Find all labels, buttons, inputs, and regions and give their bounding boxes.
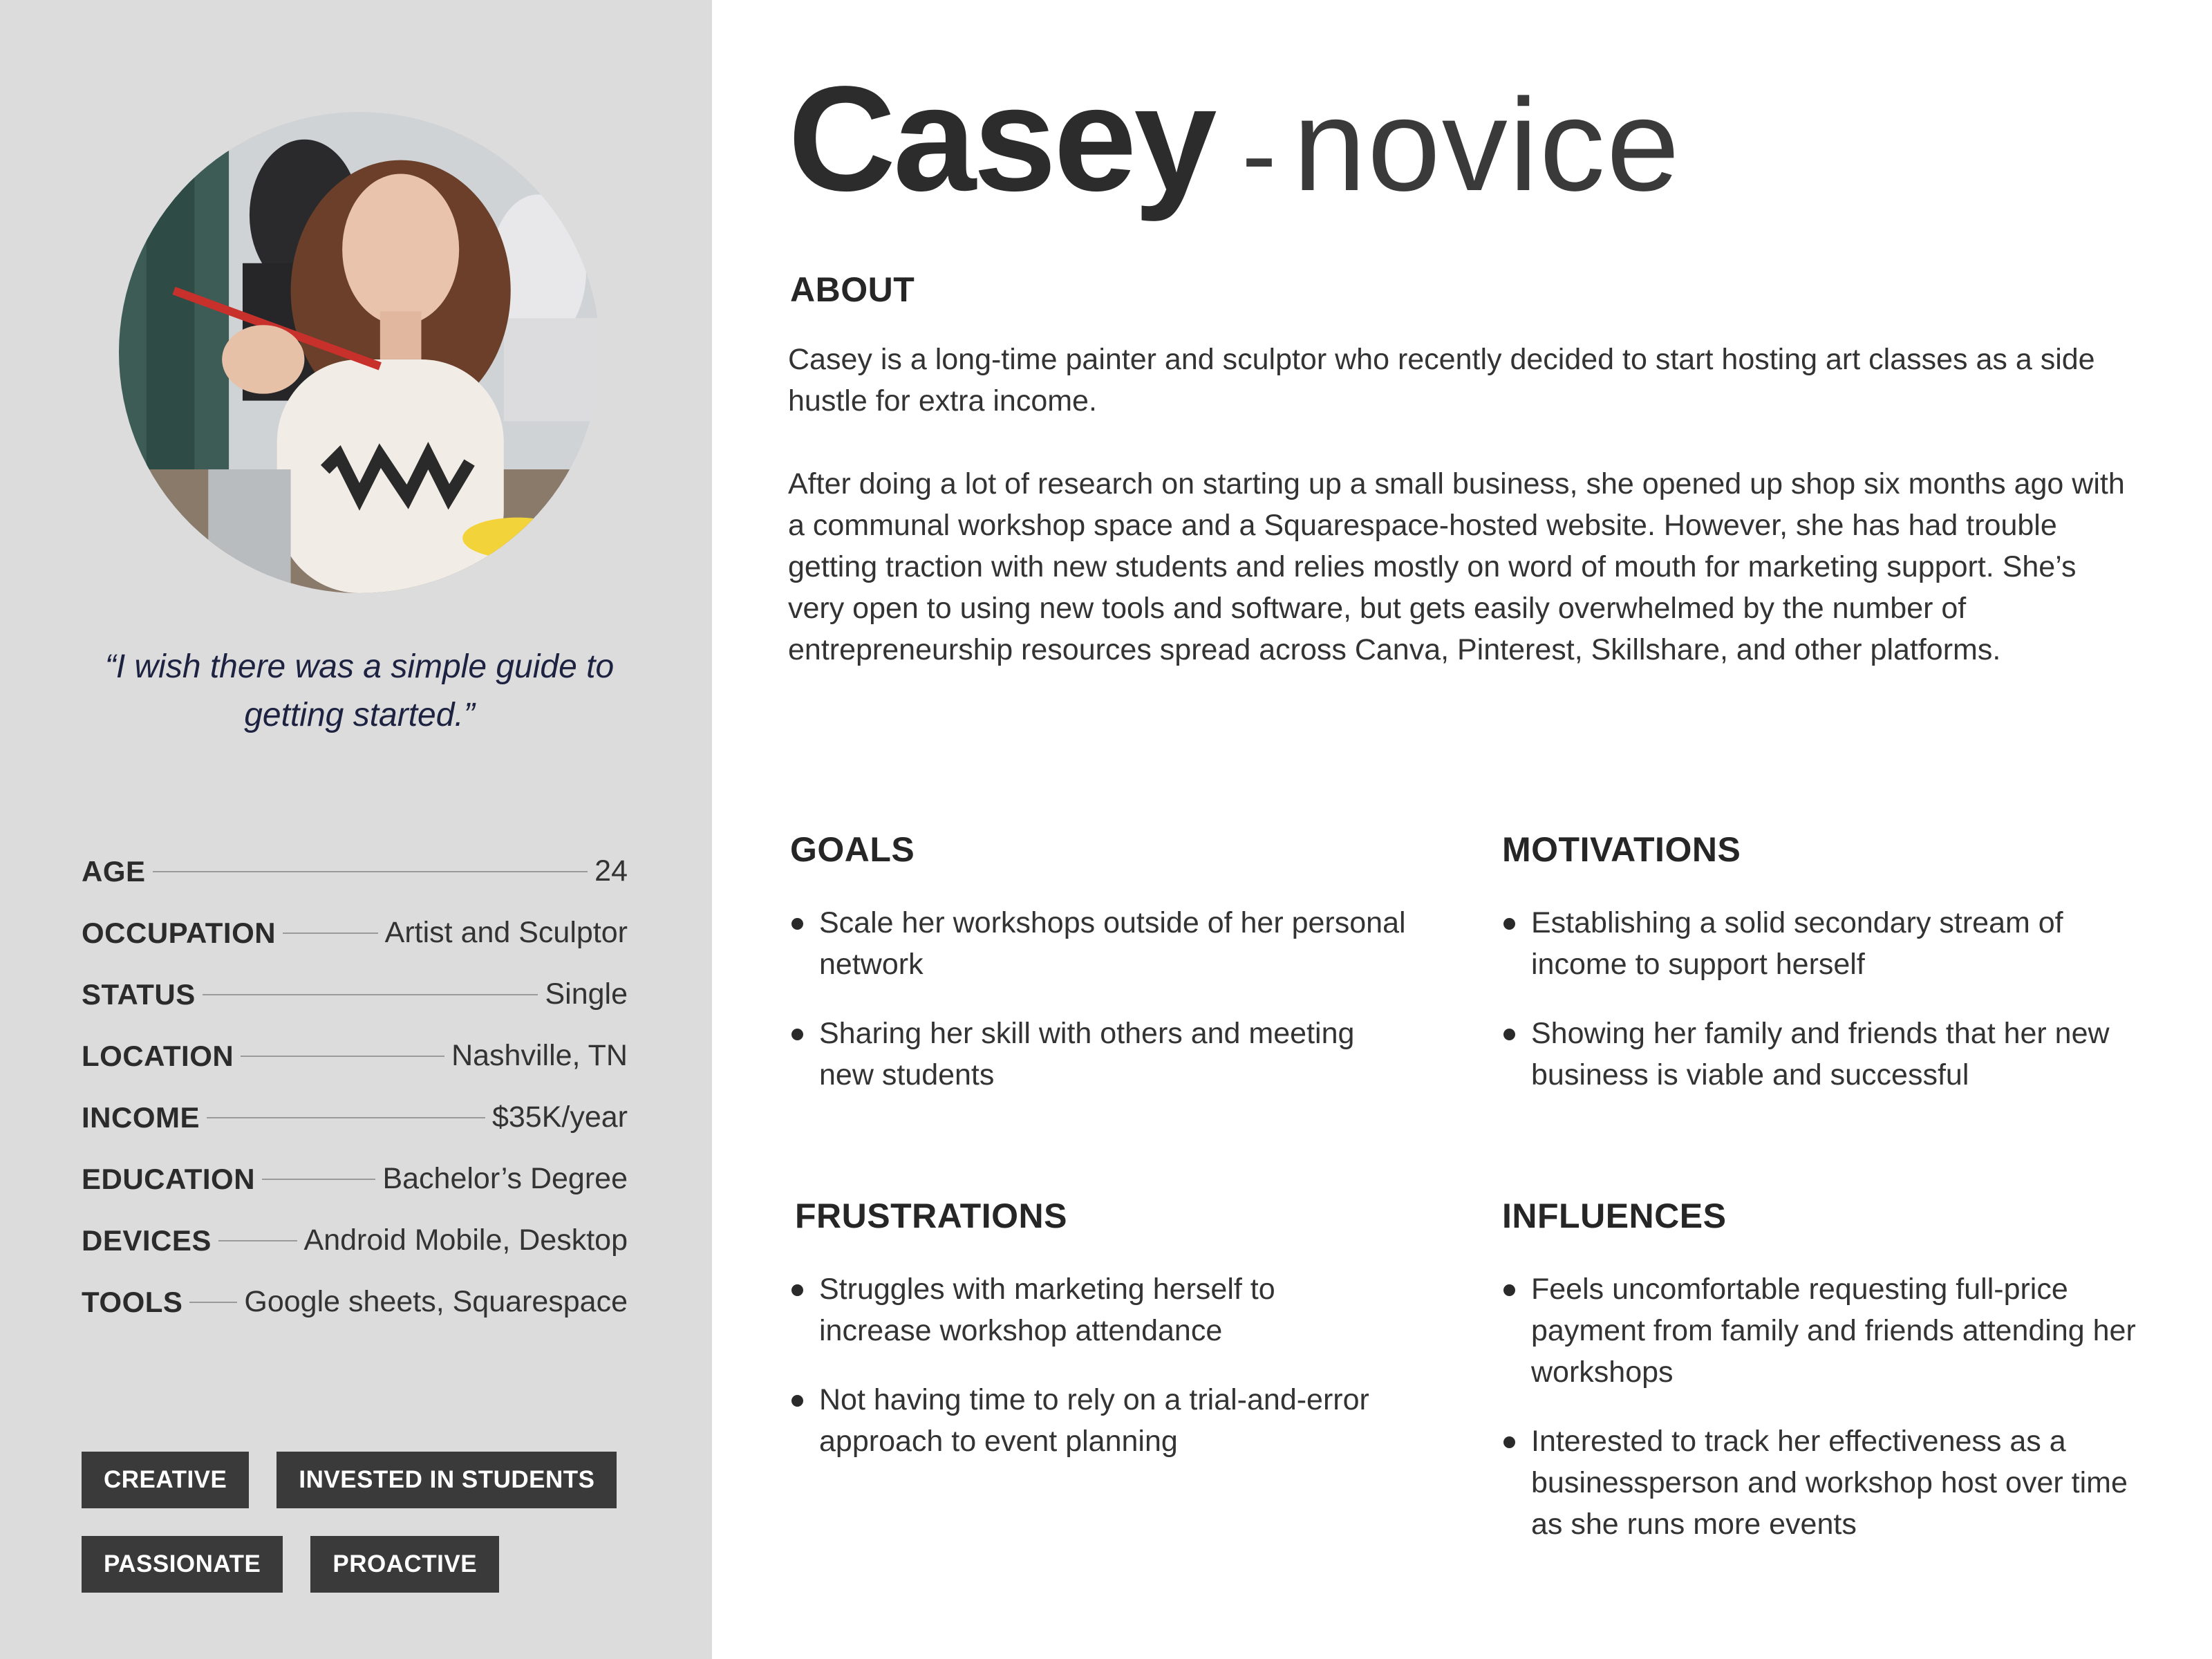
persona-title [788, 55, 1681, 222]
frustration-text: Struggles with marketing herself to increase workshop attendance [819, 1273, 1275, 1347]
influences-list [1502, 1268, 2138, 1573]
fact-label: DEVICES [82, 1224, 212, 1257]
about-paragraph: After doing a lot of research on starting up a small business, she opened up shop six months ago with a communal workshop space and a Squarespace-hosted website. However, she has had trouble getting traction with new students and relies mostly on word of mouth for marketing support. She’s very open to using new tools and software, but gets easily overwhelmed by the number of entrepreneurship resources spread across Canva, Pinterest, Skillshare, and other platforms. [788, 467, 2125, 666]
fact-row-status [82, 964, 628, 1025]
bullet-icon [791, 1029, 803, 1040]
frustrations-list [790, 1268, 1391, 1490]
bullet-icon [1503, 1029, 1515, 1040]
bullet-icon [1503, 918, 1515, 930]
bullet-icon [1503, 1436, 1515, 1448]
demographics-list [82, 841, 628, 1333]
fact-value: Artist and Sculptor [384, 916, 628, 949]
influence-text: Interested to track her effectiveness as a businessperson and workshop host over time as she runs more events [1531, 1425, 2128, 1541]
frustrations-heading: FRUSTRATIONS [795, 1197, 1067, 1235]
fact-label: OCCUPATION [82, 916, 276, 949]
persona-name: Casey [788, 55, 1215, 222]
fact-label: INCOME [82, 1100, 200, 1134]
fact-value: Bachelor’s Degree [382, 1162, 628, 1195]
list-item [1502, 1268, 2138, 1393]
goal-text: Scale her workshops outside of her personal network [819, 906, 1406, 981]
list-item [1502, 1013, 2138, 1096]
motivations-list [1502, 902, 2138, 1123]
tag-row [82, 1536, 676, 1593]
list-item [790, 1013, 1412, 1096]
list-item [790, 1268, 1391, 1351]
leader-line [189, 1302, 237, 1303]
fact-row-location [82, 1025, 628, 1087]
fact-value: Single [545, 977, 628, 1011]
fact-label: TOOLS [82, 1285, 183, 1318]
fact-value: 24 [594, 854, 628, 888]
fact-row-income [82, 1087, 628, 1148]
leader-line [218, 1240, 297, 1241]
leader-line [203, 994, 538, 995]
bullet-icon [791, 1395, 803, 1407]
fact-value: Google sheets, Squarespace [244, 1285, 628, 1318]
goals-list [790, 902, 1412, 1123]
about-paragraph: Casey is a long-time painter and sculptor who recently decided to start hosting art classes as a side hustle for extra income. [788, 343, 2095, 418]
about-heading: ABOUT [790, 270, 915, 309]
tag-row [82, 1452, 676, 1508]
portrait-illustration [119, 112, 600, 593]
list-item [790, 1379, 1391, 1462]
bullet-icon [791, 1284, 803, 1296]
bullet-icon [1503, 1284, 1515, 1296]
fact-row-education [82, 1148, 628, 1210]
leader-line [207, 1117, 485, 1118]
tag-invested-in-students: INVESTED IN STUDENTS [276, 1452, 617, 1508]
influences-heading: INFLUENCES [1502, 1197, 1727, 1235]
motivation-text: Establishing a solid secondary stream of income to support herself [1531, 906, 2063, 981]
persona-role: novice [1293, 72, 1681, 218]
goal-text: Sharing her skill with others and meeting new students [819, 1017, 1355, 1091]
leader-line [153, 871, 588, 872]
list-item [1502, 1421, 2138, 1545]
goals-heading: GOALS [790, 830, 915, 869]
list-item [1502, 902, 2138, 985]
tag-creative: CREATIVE [82, 1452, 249, 1508]
trait-tags [82, 1452, 676, 1620]
fact-value: Nashville, TN [451, 1039, 628, 1072]
fact-value: $35K/year [491, 1100, 628, 1134]
fact-row-occupation [82, 902, 628, 964]
profile-sidebar [0, 0, 712, 1659]
fact-row-tools [82, 1271, 628, 1333]
title-separator: - [1241, 96, 1277, 212]
tag-proactive: PROACTIVE [310, 1536, 499, 1593]
about-body [788, 339, 2129, 712]
bullet-icon [791, 918, 803, 930]
fact-label: EDUCATION [82, 1162, 256, 1195]
fact-label: STATUS [82, 977, 196, 1011]
persona-quote: “I wish there was a simple guide to getting started.” [104, 648, 615, 733]
tag-passionate: PASSIONATE [82, 1536, 283, 1593]
fact-row-devices [82, 1210, 628, 1271]
avatar-photo [119, 112, 600, 593]
list-item [790, 902, 1412, 985]
fact-value: Android Mobile, Desktop [303, 1224, 628, 1257]
fact-row-age [82, 841, 628, 902]
leader-line [241, 1056, 444, 1057]
leader-line [262, 1179, 375, 1180]
frustration-text: Not having time to rely on a trial-and-error approach to event planning [819, 1383, 1369, 1458]
motivation-text: Showing her family and friends that her new business is viable and successful [1531, 1017, 2110, 1091]
leader-line [283, 932, 378, 934]
motivations-heading: MOTIVATIONS [1502, 830, 1741, 869]
influence-text: Feels uncomfortable requesting full-price payment from family and friends attending her workshops [1531, 1273, 2136, 1389]
fact-label: LOCATION [82, 1039, 234, 1072]
fact-label: AGE [82, 854, 146, 888]
